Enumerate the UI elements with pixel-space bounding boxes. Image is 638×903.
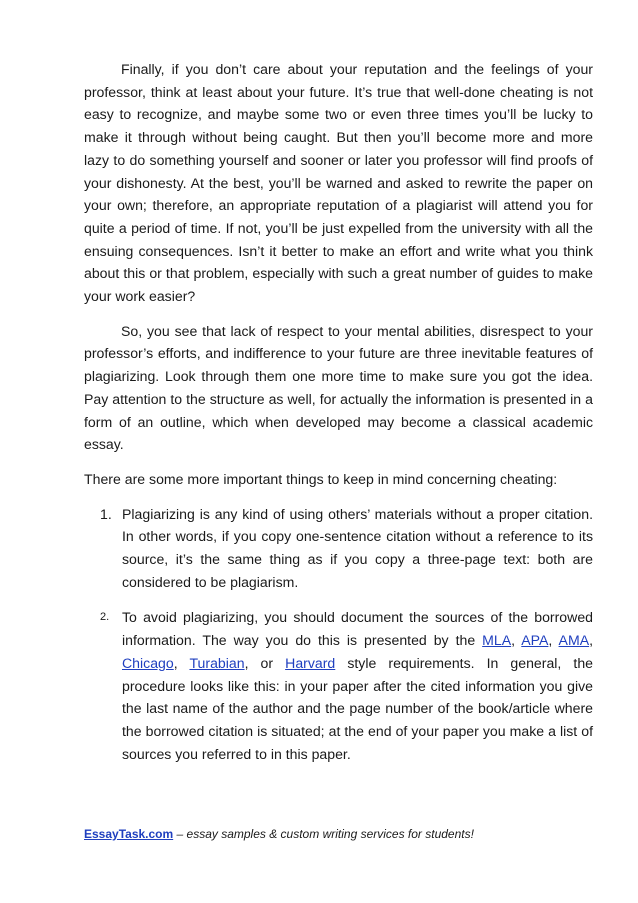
- paragraph-list-intro: There are some more important things to keep in mind concerning cheating:: [84, 470, 558, 487]
- ama-link[interactable]: AMA: [558, 632, 590, 649]
- apa-link[interactable]: APA: [521, 632, 549, 649]
- list-item-2-text-before: To avoid plagiarizing, you should document the sources of the borrowed information. The way you do this is presented by the: [122, 609, 593, 649]
- numbered-list: [84, 503, 593, 766]
- list-item-2-text-after: style requirements. In general, the procedure looks like this: in your paper after the cited information you give the last name of the author and the page number of the book/article where the borrowed citation is situated; at the end of your paper you make a list of sources you referred to in this paper.: [122, 654, 594, 762]
- list-number-1: 1.: [100, 505, 112, 522]
- harvard-link[interactable]: Harvard: [285, 654, 336, 671]
- paragraph-summary: So, you see that lack of respect to your mental abilities, disrespect to your professor’s efforts, and indifference to your future are three inevitable features of plagiarizing. Look through them one more time to make sure you got the idea. Pay attention to the structure as well, for actually the information is presented in a form of an outline, which when developed may become a classical academic essay.: [84, 322, 593, 453]
- footer-tagline: – essay samples & custom writing services for students!: [173, 827, 474, 841]
- list-number-2: 2.: [100, 611, 110, 624]
- mla-link[interactable]: MLA: [482, 632, 512, 649]
- page-footer: [84, 826, 593, 842]
- list-item-2: [84, 606, 593, 765]
- chicago-link[interactable]: Chicago: [122, 654, 174, 671]
- separator: ,: [589, 632, 594, 649]
- paragraph-finally: Finally, if you don’t care about your reputation and the feelings of your professor, think at least about your future. It’s true that well-done cheating is not easy to recognize, and maybe some two or even three times you’ll be lucky to make it through without being caught. But then you’ll become more and more lazy to do something yourself and sooner or later you professor will find proofs of your dishonesty. At the best, you’ll be warned and asked to rewrite the paper on your own; therefore, an appropriate reputation of a plagiarist will attend you for quite a period of time. If not, you’ll be just expelled from the university with all the ensuing consequences. Isn’t it better to make an effort and write what you think about this or that problem, especially with such a great number of guides to make your work easier?: [84, 61, 593, 305]
- turabian-link[interactable]: Turabian: [189, 654, 245, 671]
- essaytask-link[interactable]: EssayTask.com: [84, 827, 174, 841]
- separator: ,: [173, 654, 190, 671]
- separator: , or: [244, 654, 286, 671]
- list-item-1: [84, 503, 593, 594]
- separator: ,: [548, 632, 559, 649]
- document-body: [84, 58, 593, 778]
- list-item-1-text: Plagiarizing is any kind of using others’ materials without a proper citation. In other words, if you copy one-sentence citation without a reference to its source, it’s the same thing as if you copy a three-page text: both are considered to be plagiarism.: [122, 505, 593, 590]
- separator: ,: [511, 632, 522, 649]
